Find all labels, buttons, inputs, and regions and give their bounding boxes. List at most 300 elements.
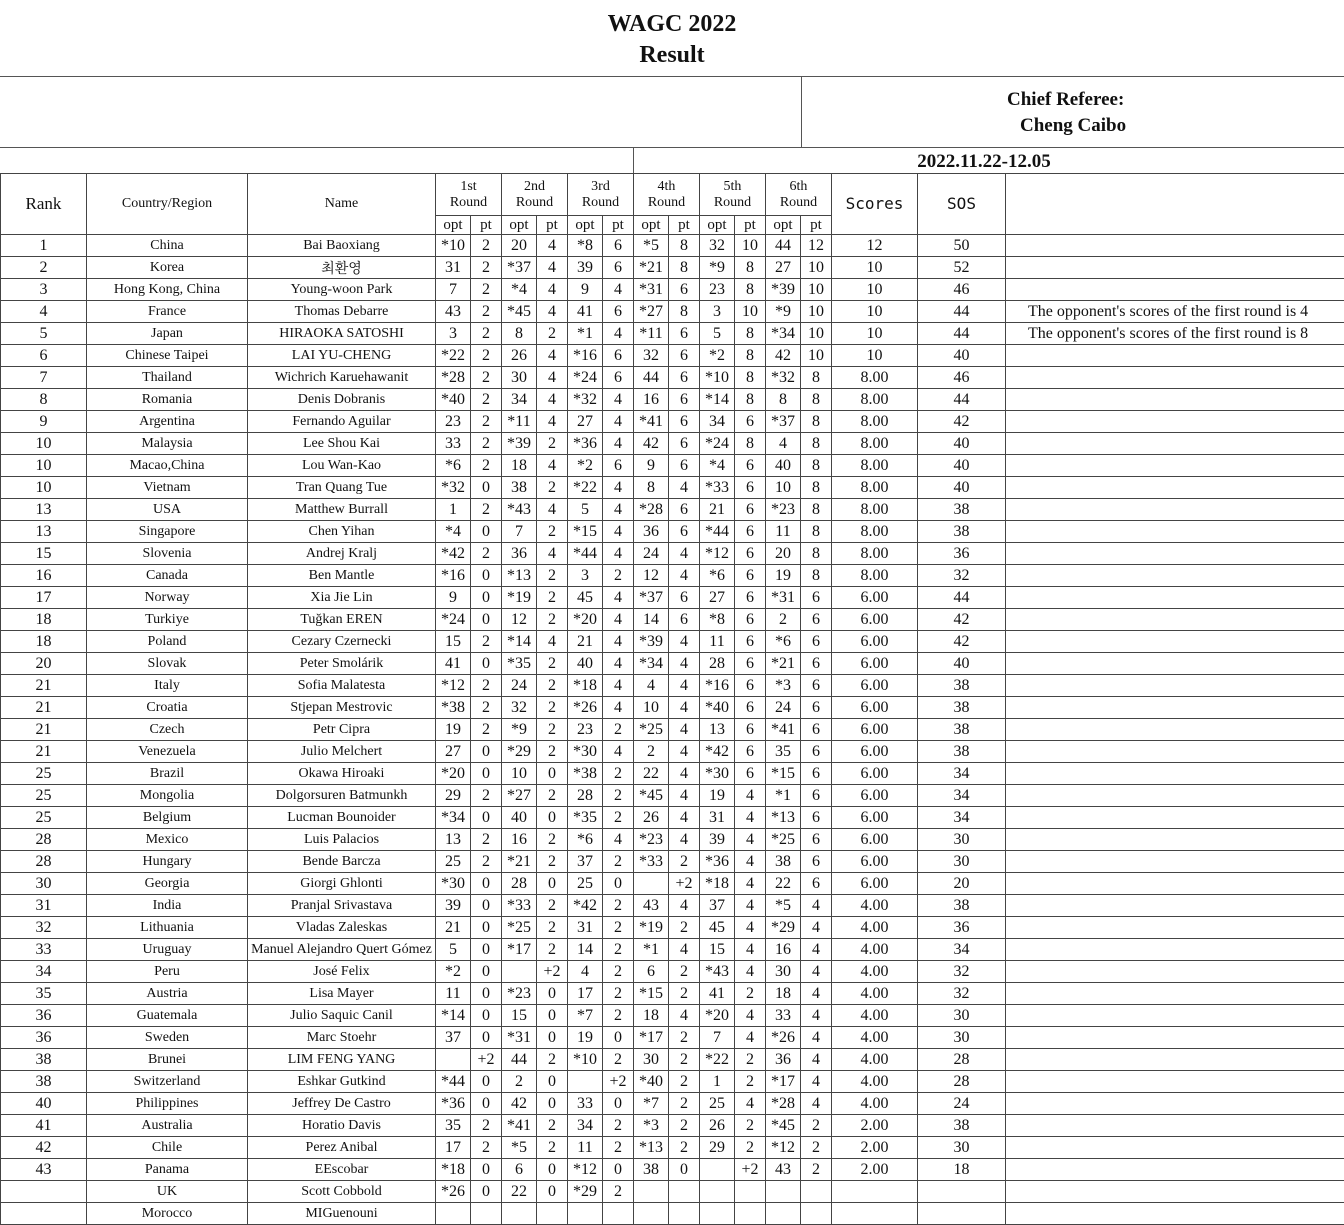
scores-cell: 2.00: [832, 1115, 918, 1137]
round-2-opponent-cell: 34: [502, 389, 537, 411]
round-3-opponent-cell: *2: [568, 455, 603, 477]
country-cell: Georgia: [87, 873, 248, 895]
round-5-points-cell: 4: [735, 1027, 766, 1049]
name-header: Name: [248, 174, 436, 235]
round-3-opponent-cell: *15: [568, 521, 603, 543]
rank-cell: 21: [1, 697, 87, 719]
round-4-opponent-cell: 26: [634, 807, 669, 829]
round-6-points-cell: 8: [801, 477, 832, 499]
round-3-opponent-cell: *6: [568, 829, 603, 851]
note-cell: [1006, 763, 1344, 785]
table-row: [1, 807, 1344, 829]
opt-header: opt: [502, 216, 537, 235]
rank-cell: 38: [1, 1071, 87, 1093]
round-2-points-cell: 4: [537, 257, 568, 279]
round-2-opponent-cell: 24: [502, 675, 537, 697]
round-1-points-cell: 2: [471, 719, 502, 741]
round-6-opponent-cell: 24: [766, 697, 801, 719]
rank-cell: 35: [1, 983, 87, 1005]
round-5-points-cell: 6: [735, 719, 766, 741]
round-2-points-cell: 2: [537, 1049, 568, 1071]
note-cell: [1006, 917, 1344, 939]
round-1-points-cell: 0: [471, 763, 502, 785]
round-5-opponent-cell: 11: [700, 631, 735, 653]
note-cell: [1006, 499, 1344, 521]
note-cell: [1006, 1137, 1344, 1159]
round-4-points-cell: 4: [669, 477, 700, 499]
name-cell: Horatio Davis: [248, 1115, 436, 1137]
round-1-points-cell: 0: [471, 587, 502, 609]
round-4-points-cell: 6: [669, 345, 700, 367]
round-4-opponent-cell: 16: [634, 389, 669, 411]
round-1-points-cell: 2: [471, 257, 502, 279]
sos-cell: 52: [918, 257, 1006, 279]
round-4-points-cell: 4: [669, 565, 700, 587]
chief-referee-name: Cheng Caibo: [1020, 115, 1126, 137]
round-1-opponent-cell: 1: [436, 499, 471, 521]
scores-cell: 8.00: [832, 389, 918, 411]
sos-cell: 36: [918, 917, 1006, 939]
round-6-points-cell: 6: [801, 851, 832, 873]
round-2-points-cell: 2: [537, 587, 568, 609]
round-3-opponent-cell: *30: [568, 741, 603, 763]
round-5-opponent-cell: 34: [700, 411, 735, 433]
name-cell: Lisa Mayer: [248, 983, 436, 1005]
round-6-opponent-cell: *23: [766, 499, 801, 521]
round-3-opponent-cell: 23: [568, 719, 603, 741]
round-4-opponent-cell: 10: [634, 697, 669, 719]
round-5-opponent-cell: 5: [700, 323, 735, 345]
round-1-points-cell: 0: [471, 807, 502, 829]
table-row: [1, 565, 1344, 587]
rank-cell: 21: [1, 675, 87, 697]
round-3-opponent-cell: *44: [568, 543, 603, 565]
sos-cell: 28: [918, 1049, 1006, 1071]
round-6-points-cell: 8: [801, 455, 832, 477]
round-1-points-cell: 2: [471, 235, 502, 257]
round-4-points-cell: 6: [669, 433, 700, 455]
country-cell: Slovenia: [87, 543, 248, 565]
round-4-opponent-cell: 43: [634, 895, 669, 917]
round-2-opponent-cell: 40: [502, 807, 537, 829]
country-cell: Chinese Taipei: [87, 345, 248, 367]
round-1-points-cell: 2: [471, 631, 502, 653]
round-2-opponent-cell: *31: [502, 1027, 537, 1049]
round-2-opponent-cell: *5: [502, 1137, 537, 1159]
scores-cell: 6.00: [832, 741, 918, 763]
round-1-points-cell: 0: [471, 653, 502, 675]
note-cell: The opponent's scores of the first round is 4: [1006, 301, 1344, 323]
round-1-opponent-cell: *44: [436, 1071, 471, 1093]
round-5-opponent-cell: 31: [700, 807, 735, 829]
round-1-points-cell: 0: [471, 1027, 502, 1049]
round-6-opponent-cell: *37: [766, 411, 801, 433]
round-5-points-cell: 8: [735, 345, 766, 367]
date-range: 2022.11.22-12.05: [633, 148, 1344, 174]
name-cell: Dolgorsuren Batmunkh: [248, 785, 436, 807]
sos-cell: 44: [918, 323, 1006, 345]
name-cell: Petr Cipra: [248, 719, 436, 741]
header-row: [1, 174, 1344, 216]
round-5-points-cell: 6: [735, 763, 766, 785]
round-6-opponent-cell: 10: [766, 477, 801, 499]
rank-cell: 25: [1, 807, 87, 829]
round-2-points-cell: 4: [537, 367, 568, 389]
round-2-opponent-cell: 6: [502, 1159, 537, 1181]
round-2-opponent-cell: 22: [502, 1181, 537, 1203]
round-5-opponent-cell: 19: [700, 785, 735, 807]
round-3-opponent-cell: 11: [568, 1137, 603, 1159]
round-4-points-cell: 2: [669, 917, 700, 939]
document-subtitle: Result: [0, 40, 1344, 71]
note-cell: [1006, 1093, 1344, 1115]
round-3-points-cell: 0: [603, 873, 634, 895]
round-3-points-cell: 2: [603, 895, 634, 917]
country-cell: Norway: [87, 587, 248, 609]
round-5-points-cell: 8: [735, 433, 766, 455]
table-row: [1, 389, 1344, 411]
round-2-points-cell: 0: [537, 1027, 568, 1049]
round-4-points-cell: 2: [669, 1049, 700, 1071]
table-row: [1, 1115, 1344, 1137]
round-6-opponent-cell: 18: [766, 983, 801, 1005]
round-1-opponent-cell: *16: [436, 565, 471, 587]
scores-cell: 4.00: [832, 961, 918, 983]
round-6-opponent-cell: [766, 1203, 801, 1225]
round-6-points-cell: 4: [801, 961, 832, 983]
rank-cell: 28: [1, 851, 87, 873]
country-header: Country/Region: [87, 174, 248, 235]
round-2-opponent-cell: 38: [502, 477, 537, 499]
round-3-opponent-cell: 45: [568, 587, 603, 609]
country-cell: Czech: [87, 719, 248, 741]
round-5-points-cell: 4: [735, 895, 766, 917]
scores-cell: 10: [832, 301, 918, 323]
table-row: [1, 323, 1344, 345]
round-1-opponent-cell: 37: [436, 1027, 471, 1049]
round-4-opponent-cell: *34: [634, 653, 669, 675]
round-4-points-cell: 4: [669, 719, 700, 741]
round-6-points-cell: 8: [801, 521, 832, 543]
table-row: [1, 235, 1344, 257]
name-cell: Perez Anibal: [248, 1137, 436, 1159]
country-cell: USA: [87, 499, 248, 521]
note-cell: [1006, 433, 1344, 455]
round-1-points-cell: 0: [471, 961, 502, 983]
round-2-points-cell: [537, 1203, 568, 1225]
table-row: [1, 917, 1344, 939]
table-row: [1, 521, 1344, 543]
round-3-opponent-cell: *29: [568, 1181, 603, 1203]
round-3-points-cell: 6: [603, 257, 634, 279]
note-cell: [1006, 1159, 1344, 1181]
country-cell: Venezuela: [87, 741, 248, 763]
rank-cell: 36: [1, 1005, 87, 1027]
name-cell: LIM FENG YANG: [248, 1049, 436, 1071]
name-cell: Lou Wan-Kao: [248, 455, 436, 477]
scores-cell: 4.00: [832, 917, 918, 939]
rank-cell: 18: [1, 631, 87, 653]
round-6-points-cell: 6: [801, 587, 832, 609]
round-6-opponent-cell: *34: [766, 323, 801, 345]
country-cell: Peru: [87, 961, 248, 983]
sos-cell: 50: [918, 235, 1006, 257]
round-6-points-cell: 6: [801, 675, 832, 697]
sos-cell: 46: [918, 279, 1006, 301]
round-2-points-cell: 0: [537, 983, 568, 1005]
round-3-opponent-cell: *38: [568, 763, 603, 785]
round-2-points-cell: 2: [537, 433, 568, 455]
round-1-points-cell: 0: [471, 983, 502, 1005]
round-1-points-cell: 0: [471, 1159, 502, 1181]
round-4-points-cell: 0: [669, 1159, 700, 1181]
sos-cell: 34: [918, 939, 1006, 961]
blank-header-cell: [0, 77, 801, 147]
note-cell: [1006, 829, 1344, 851]
round-6-opponent-cell: 36: [766, 1049, 801, 1071]
round-6-points-cell: 10: [801, 301, 832, 323]
note-cell: [1006, 257, 1344, 279]
round-2-points-cell: 0: [537, 1159, 568, 1181]
round-5-points-cell: 4: [735, 807, 766, 829]
round-5-points-cell: 4: [735, 917, 766, 939]
round-6-opponent-cell: *12: [766, 1137, 801, 1159]
round-5-points-cell: [735, 1181, 766, 1203]
table-row: [1, 939, 1344, 961]
rank-cell: 34: [1, 961, 87, 983]
round-6-points-cell: 10: [801, 279, 832, 301]
round-2-opponent-cell: *9: [502, 719, 537, 741]
round-1-opponent-cell: *40: [436, 389, 471, 411]
round-1-opponent-cell: *20: [436, 763, 471, 785]
name-cell: Tran Quang Tue: [248, 477, 436, 499]
round-3-opponent-cell: *42: [568, 895, 603, 917]
round-4-opponent-cell: *23: [634, 829, 669, 851]
round-5-opponent-cell: *40: [700, 697, 735, 719]
rank-cell: 10: [1, 433, 87, 455]
scores-cell: 6.00: [832, 873, 918, 895]
rank-cell: 9: [1, 411, 87, 433]
round-2-opponent-cell: *17: [502, 939, 537, 961]
note-cell: [1006, 697, 1344, 719]
round-2-points-cell: 4: [537, 301, 568, 323]
round-4-header: 4th Round: [634, 174, 700, 216]
round-1-points-cell: 2: [471, 323, 502, 345]
round-3-points-cell: 2: [603, 1049, 634, 1071]
country-cell: Morocco: [87, 1203, 248, 1225]
round-6-opponent-cell: *5: [766, 895, 801, 917]
round-4-opponent-cell: *19: [634, 917, 669, 939]
rank-cell: 36: [1, 1027, 87, 1049]
round-4-points-cell: 8: [669, 301, 700, 323]
round-3-points-cell: 4: [603, 499, 634, 521]
round-5-points-cell: 4: [735, 961, 766, 983]
country-cell: Brazil: [87, 763, 248, 785]
rank-cell: 3: [1, 279, 87, 301]
round-1-points-cell: 0: [471, 1093, 502, 1115]
scores-cell: 6.00: [832, 763, 918, 785]
sos-cell: 30: [918, 1137, 1006, 1159]
round-2-opponent-cell: *41: [502, 1115, 537, 1137]
round-6-opponent-cell: 33: [766, 1005, 801, 1027]
round-3-header: 3rd Round: [568, 174, 634, 216]
round-1-opponent-cell: *32: [436, 477, 471, 499]
round-6-points-cell: 8: [801, 565, 832, 587]
round-2-opponent-cell: *33: [502, 895, 537, 917]
round-2-points-cell: 2: [537, 785, 568, 807]
round-3-opponent-cell: 27: [568, 411, 603, 433]
round-3-opponent-cell: [568, 1203, 603, 1225]
table-row: [1, 301, 1344, 323]
round-6-points-cell: 6: [801, 609, 832, 631]
round-4-opponent-cell: 36: [634, 521, 669, 543]
table-row: [1, 1203, 1344, 1225]
round-1-opponent-cell: [436, 1203, 471, 1225]
round-4-opponent-cell: 2: [634, 741, 669, 763]
table-row: [1, 499, 1344, 521]
round-3-points-cell: 2: [603, 785, 634, 807]
round-6-opponent-cell: 8: [766, 389, 801, 411]
round-4-points-cell: 6: [669, 499, 700, 521]
scores-cell: 6.00: [832, 785, 918, 807]
round-1-points-cell: 0: [471, 895, 502, 917]
sos-cell: 38: [918, 697, 1006, 719]
round-1-opponent-cell: [436, 1049, 471, 1071]
note-cell: [1006, 1181, 1344, 1203]
rank-cell: 38: [1, 1049, 87, 1071]
round-2-opponent-cell: 28: [502, 873, 537, 895]
table-row: [1, 1005, 1344, 1027]
note-cell: [1006, 807, 1344, 829]
round-6-opponent-cell: *15: [766, 763, 801, 785]
round-1-opponent-cell: *30: [436, 873, 471, 895]
round-4-opponent-cell: *3: [634, 1115, 669, 1137]
round-3-opponent-cell: 5: [568, 499, 603, 521]
sos-cell: 40: [918, 433, 1006, 455]
country-cell: Switzerland: [87, 1071, 248, 1093]
round-1-points-cell: 0: [471, 609, 502, 631]
title-block: [0, 0, 1344, 77]
round-6-points-cell: 10: [801, 323, 832, 345]
round-1-points-cell: 2: [471, 697, 502, 719]
sos-header: SOS: [918, 174, 1006, 235]
round-4-points-cell: 8: [669, 257, 700, 279]
round-5-points-cell: 8: [735, 257, 766, 279]
country-cell: Canada: [87, 565, 248, 587]
round-3-points-cell: 2: [603, 939, 634, 961]
round-1-opponent-cell: 21: [436, 917, 471, 939]
round-1-opponent-cell: *12: [436, 675, 471, 697]
sos-cell: 32: [918, 961, 1006, 983]
round-4-opponent-cell: *40: [634, 1071, 669, 1093]
name-cell: HIRAOKA SATOSHI: [248, 323, 436, 345]
round-2-points-cell: 2: [537, 675, 568, 697]
round-2-opponent-cell: *27: [502, 785, 537, 807]
name-cell: Fernando Aguilar: [248, 411, 436, 433]
table-row: [1, 873, 1344, 895]
round-2-opponent-cell: 16: [502, 829, 537, 851]
country-cell: Sweden: [87, 1027, 248, 1049]
round-1-opponent-cell: 35: [436, 1115, 471, 1137]
sos-cell: 40: [918, 455, 1006, 477]
round-4-opponent-cell: *25: [634, 719, 669, 741]
table-row: [1, 1093, 1344, 1115]
table-row: [1, 1181, 1344, 1203]
name-cell: Matthew Burrall: [248, 499, 436, 521]
note-cell: [1006, 719, 1344, 741]
round-4-points-cell: 2: [669, 1115, 700, 1137]
name-cell: Vladas Zaleskas: [248, 917, 436, 939]
round-5-points-cell: 2: [735, 1049, 766, 1071]
round-1-points-cell: 0: [471, 565, 502, 587]
round-5-points-cell: 4: [735, 1005, 766, 1027]
round-3-opponent-cell: *10: [568, 1049, 603, 1071]
round-3-points-cell: 4: [603, 587, 634, 609]
round-5-points-cell: 6: [735, 587, 766, 609]
round-4-points-cell: 6: [669, 587, 700, 609]
round-6-opponent-cell: 38: [766, 851, 801, 873]
name-cell: Jeffrey De Castro: [248, 1093, 436, 1115]
scores-cell: 8.00: [832, 543, 918, 565]
round-1-opponent-cell: 27: [436, 741, 471, 763]
country-cell: India: [87, 895, 248, 917]
round-6-opponent-cell: *39: [766, 279, 801, 301]
round-2-opponent-cell: *23: [502, 983, 537, 1005]
round-1-opponent-cell: *2: [436, 961, 471, 983]
round-5-opponent-cell: 32: [700, 235, 735, 257]
round-2-opponent-cell: *14: [502, 631, 537, 653]
round-5-opponent-cell: *10: [700, 367, 735, 389]
round-5-opponent-cell: *20: [700, 1005, 735, 1027]
sos-cell: 32: [918, 983, 1006, 1005]
results-body: [1, 235, 1344, 1225]
round-1-opponent-cell: 17: [436, 1137, 471, 1159]
round-1-opponent-cell: *36: [436, 1093, 471, 1115]
round-2-points-cell: 0: [537, 1005, 568, 1027]
round-6-opponent-cell: *45: [766, 1115, 801, 1137]
round-6-opponent-cell: 44: [766, 235, 801, 257]
round-4-points-cell: 4: [669, 697, 700, 719]
round-3-opponent-cell: *18: [568, 675, 603, 697]
round-2-opponent-cell: *43: [502, 499, 537, 521]
round-5-opponent-cell: 21: [700, 499, 735, 521]
round-3-opponent-cell: 33: [568, 1093, 603, 1115]
round-4-points-cell: 4: [669, 895, 700, 917]
round-1-opponent-cell: 25: [436, 851, 471, 873]
rank-cell: 7: [1, 367, 87, 389]
round-2-opponent-cell: 20: [502, 235, 537, 257]
scores-cell: 6.00: [832, 653, 918, 675]
country-cell: Hungary: [87, 851, 248, 873]
round-2-opponent-cell: *21: [502, 851, 537, 873]
round-2-points-cell: 2: [537, 653, 568, 675]
round-5-opponent-cell: [700, 1203, 735, 1225]
rank-cell: 25: [1, 785, 87, 807]
chief-referee-block: [801, 77, 1344, 147]
table-row: [1, 455, 1344, 477]
country-cell: China: [87, 235, 248, 257]
round-5-points-cell: 6: [735, 477, 766, 499]
round-6-opponent-cell: *1: [766, 785, 801, 807]
country-cell: Argentina: [87, 411, 248, 433]
note-cell: [1006, 609, 1344, 631]
round-5-points-cell: 10: [735, 301, 766, 323]
rank-cell: 15: [1, 543, 87, 565]
round-1-points-cell: 2: [471, 1115, 502, 1137]
round-5-points-cell: 6: [735, 697, 766, 719]
round-4-opponent-cell: 14: [634, 609, 669, 631]
sos-cell: 38: [918, 499, 1006, 521]
